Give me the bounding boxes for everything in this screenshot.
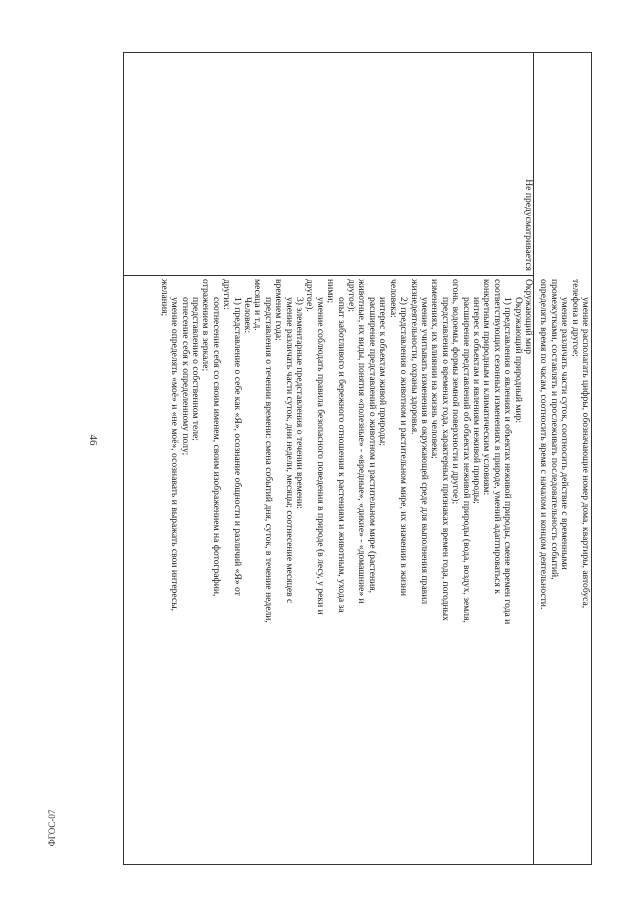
text-line: другое); bbox=[346, 279, 358, 313]
page-number: 46 bbox=[87, 434, 99, 446]
text-line: изменениях, их влиянии на жизнь человека; bbox=[429, 279, 441, 459]
subsection-heading: Человек: bbox=[242, 297, 254, 334]
text-line: другое). bbox=[304, 279, 316, 312]
text-line: телефона и другое; bbox=[569, 279, 581, 357]
document-code: ФГОС-07 bbox=[47, 809, 57, 847]
text-line: определять время по часам, соотносить время с началом и концом деятельности. bbox=[538, 279, 550, 610]
text-line: животные, их виды, понятия «полезные» - «вредные», «дикие» - «домашние» и bbox=[356, 279, 368, 604]
text-line: соотнесение себя со своим именем, своим изображением на фотографии, bbox=[210, 297, 222, 597]
text-line: 1) представление о себе как «Я», осознание общности и различий «Я» от bbox=[231, 297, 243, 596]
text-line: умение различать части суток, соотносить действие с временными bbox=[559, 297, 571, 570]
text-line: опыт заботливого и бережного отношения к растениям и животным, ухода за bbox=[335, 297, 347, 613]
text-line: желания; bbox=[158, 279, 170, 317]
text-line: других: bbox=[221, 279, 233, 310]
text-line: представление о собственном теле; bbox=[190, 297, 201, 441]
text-line: расширение представлений о животном и растительном мире (растения, bbox=[366, 297, 378, 594]
text-line: интерес к объектам и явлениям неживой природы; bbox=[470, 297, 482, 504]
subsection-heading: Окружающий природный мир: bbox=[512, 297, 524, 424]
top-row-cell bbox=[534, 275, 591, 866]
section-heading: Окружающий мир bbox=[523, 279, 534, 355]
text-line: 2) представления о животном и растительном мире, их значении в жизни bbox=[398, 297, 410, 597]
text-line: жизнедеятельности, охраны здоровья. bbox=[408, 279, 420, 435]
right-column-cell bbox=[122, 275, 534, 866]
text-line: расширение представлений об объектах неживой природы (вода, воздух, земля, bbox=[460, 297, 472, 623]
text-line: умение различать части суток, дни недели, месяцы; соотнесение месяцев с bbox=[283, 297, 295, 604]
text-line: умение располагать цифры, обозначающие номер дома, квартиры, автобуса, bbox=[580, 297, 591, 609]
text-line: отнесение себя к определенному полу; bbox=[179, 297, 191, 456]
text-line: промежутками, составлять и прослеживать последовательность событий, bbox=[548, 279, 560, 580]
text-line: умение определять «моё» и «не моё», осознавать и выражать свои интересы, bbox=[169, 297, 181, 612]
text-line: конкретным природным и климатическим условиям: bbox=[481, 279, 493, 496]
text-line: 3) элементарные представления о течении времени: bbox=[294, 297, 306, 509]
text-line: интерес к объектам живой природы; bbox=[377, 297, 389, 446]
text-line: огонь, водоемы, формы земной поверхности и другое); bbox=[450, 279, 462, 505]
rotated-table bbox=[123, 52, 592, 865]
table-body bbox=[123, 52, 592, 865]
text-line: временем года; bbox=[273, 279, 285, 341]
left-column-cell bbox=[122, 53, 534, 275]
text-line: месяца и т.д. bbox=[252, 279, 264, 331]
text-line: соответствующих сезонных изменениях в природе, умений адаптироваться к bbox=[491, 279, 503, 594]
text-line: умение учитывать изменения в окружающей среде для выполнения правил bbox=[418, 297, 430, 605]
text-line: представления о течении времени: смена событий дня, суток, в течение недели, bbox=[262, 297, 274, 623]
text-line: представления о временах года, характерных признаках времен года, погодных bbox=[439, 297, 451, 621]
text-line: отражением в зеркале; bbox=[200, 279, 212, 372]
text-line: умение соблюдать правила безопасного поведения в природе (в лесу, у реки и bbox=[314, 297, 326, 615]
text-line: ними; bbox=[325, 279, 337, 304]
text-line: человека: bbox=[387, 279, 399, 318]
text-line: 1) представления о явлениях и объектах неживой природы, смене времен года и bbox=[502, 297, 514, 625]
not-provided-text: Не предусматривается bbox=[523, 179, 534, 271]
